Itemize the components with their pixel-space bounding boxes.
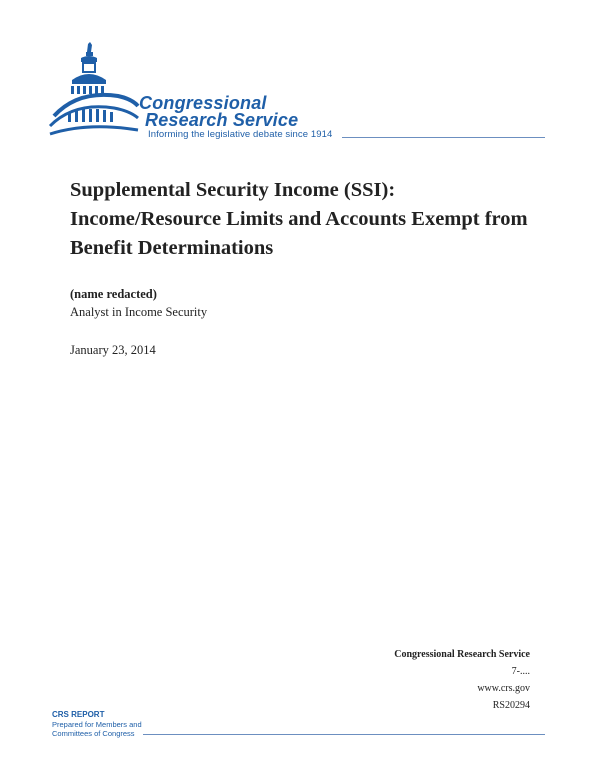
report-date: January 23, 2014 (70, 343, 156, 357)
author-title: Analyst in Income Security (70, 305, 208, 319)
header-divider (342, 137, 545, 138)
publisher-info-block (394, 646, 530, 714)
author-name: (name redacted) (70, 287, 157, 301)
capitol-dome-logo-icon (48, 38, 144, 140)
website-link[interactable]: www.crs.gov (477, 683, 530, 694)
footer-divider (143, 734, 545, 735)
logo-tagline: Informing the legislative debate since 1914 (148, 129, 333, 140)
footer-crs-report-label: CRS REPORT (52, 710, 105, 719)
phone-number: 7-.... (511, 666, 530, 677)
publisher-name: Congressional Research Service (394, 649, 530, 660)
report-number: RS20294 (492, 700, 530, 711)
logo-wordmark-research-service: Research Service (145, 110, 299, 130)
report-title: Supplemental Security Income (SSI): Income/Resource Limits and Accounts Exempt from Benefit Determinations (70, 179, 528, 259)
footer-line-1: Prepared for Members and (52, 720, 142, 729)
logo-wordmark-congressional: Congressional (139, 93, 267, 113)
footer-line-2: Committees of Congress (52, 729, 135, 738)
